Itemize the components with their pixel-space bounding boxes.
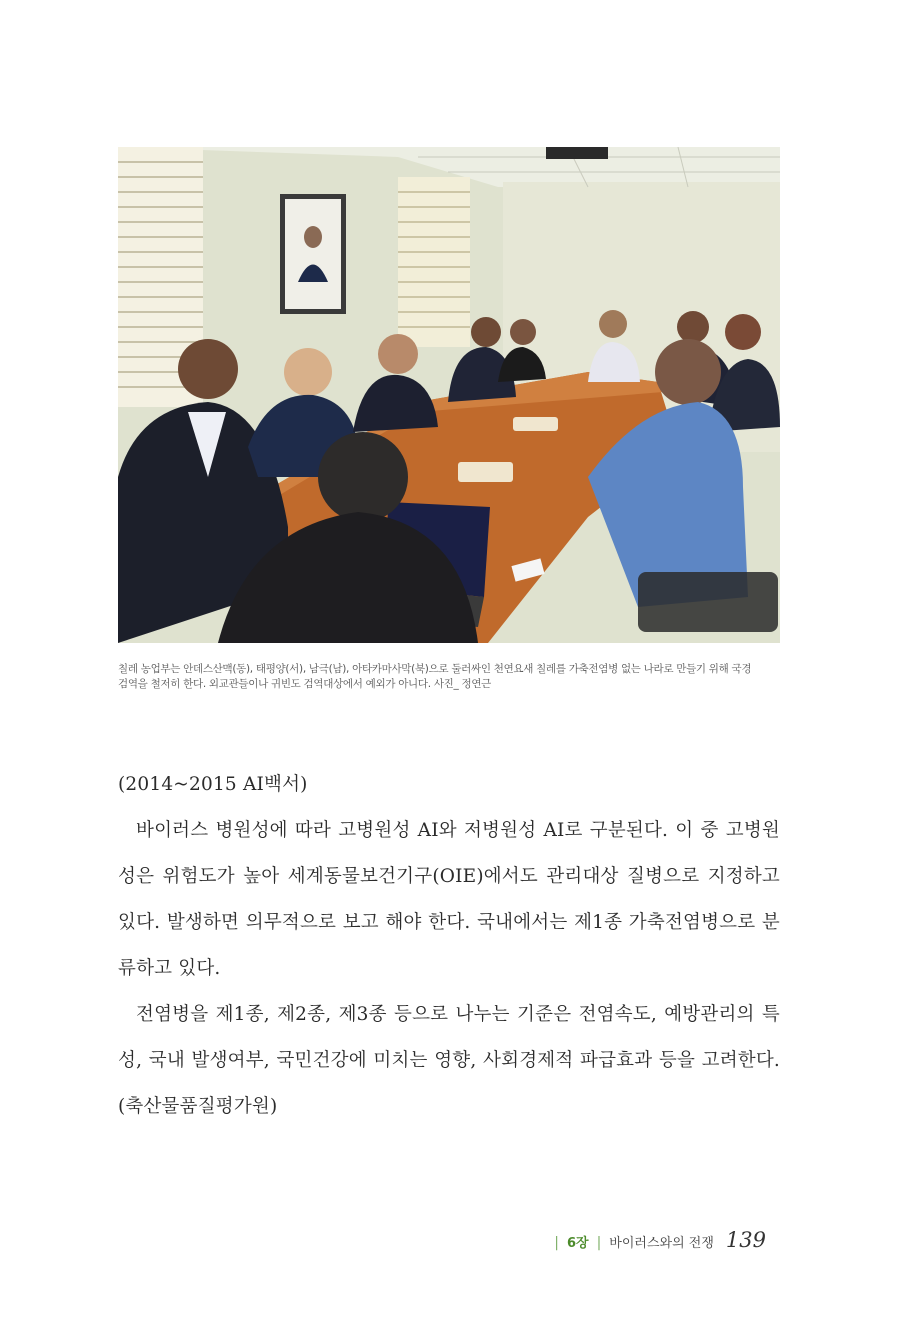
footer-divider: | xyxy=(554,1235,559,1251)
page-footer xyxy=(554,1228,766,1254)
paragraph-classification: 전염병을 제1종, 제2종, 제3종 등으로 나누는 기준은 전염속도, 예방관리의 특성, 국내 발생여부, 국민건강에 미치는 영향, 사회경제적 파급효과 등을 고려한다. (축산물품질평가원) xyxy=(118,1004,780,1117)
body-text xyxy=(118,762,780,1130)
paragraph-pathogenicity: 바이러스 병원성에 따라 고병원성 AI와 저병원성 AI로 구분된다. 이 중 고병원성은 위험도가 높아 세계동물보건기구(OIE)에서도 관리대상 질병으로 지정하고 있다. 발생하면 의무적으로 보고 해야 한다. 국내에서는 제1종 가축전염병으로 분류하고 있다. xyxy=(118,820,780,979)
page-number: 139 xyxy=(725,1228,766,1252)
chapter-title: 바이러스와의 전쟁 xyxy=(609,1236,714,1251)
meeting-photo xyxy=(118,147,780,643)
chapter-label: 6장 xyxy=(566,1236,589,1251)
footer-divider: | xyxy=(596,1235,602,1251)
caption-line-1: 칠레 농업부는 안데스산맥(동), 태평양(서), 남극(남), 아타카마사막(북)으로 둘러싸인 천연요새 칠레를 가축전염병 없는 나라로 만들기 위해 국경 xyxy=(118,663,752,675)
caption-line-2: 검역을 철저히 한다. 외교관들이나 귀빈도 검역대상에서 예외가 아니다. 사진_ 정연근 xyxy=(118,678,492,690)
photo-caption xyxy=(118,662,780,692)
source-citation: (2014~2015 AI백서) xyxy=(118,774,308,795)
